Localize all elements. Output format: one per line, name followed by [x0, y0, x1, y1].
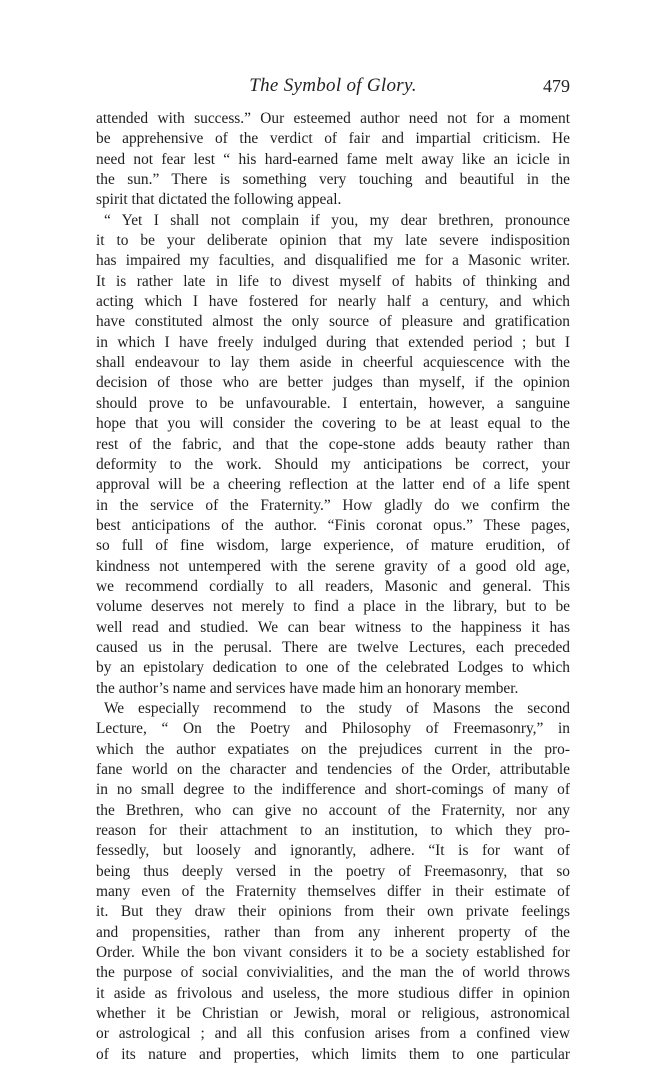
- text-line: shall endeavour to lay them aside in cheerful acquiescence with the: [96, 354, 570, 372]
- page-number: 479: [543, 76, 570, 96]
- text-line: rest of the fabric, and that the cope-stone adds beauty rather than: [96, 435, 570, 453]
- text-line: “ Yet I shall not complain if you, my dear brethren, pronounce: [104, 211, 570, 229]
- text-line: the author’s name and services have made him an honorary member.: [96, 679, 519, 697]
- text-line: need not fear lest “ his hard-earned fame melt away like an icicle in: [96, 150, 570, 168]
- text-line: It is rather late in life to divest myself of habits of thinking and: [96, 272, 570, 290]
- text-line: have constituted almost the only source of pleasure and gratification: [96, 313, 570, 331]
- text-line: the Brethren, who can give no account of the Fraternity, nor any: [96, 801, 570, 819]
- text-line: in which I have freely indulged during that extended period ; but I: [96, 333, 570, 351]
- text-line: many even of the Fraternity themselves differ in their estimate of: [96, 883, 570, 901]
- text-line: fessedly, but loosely and ignorantly, adhere. “It is for want of: [96, 842, 570, 860]
- body-text: [96, 109, 570, 1065]
- text-line: Lecture, “ On the Poetry and Philosophy of Freemasonry,” in: [96, 720, 570, 738]
- text-line: kindness not untempered with the serene gravity of a good old age,: [96, 557, 570, 575]
- text-line: We especially recommend to the study of Masons the second: [104, 699, 570, 717]
- text-line: acting which I have fostered for nearly half a century, and which: [96, 293, 570, 311]
- text-line: or astrological ; and all this confusion arises from a confined view: [96, 1025, 570, 1043]
- text-line: so full of fine wisdom, large experience, of mature erudition, of: [96, 537, 570, 555]
- text-line: of its nature and properties, which limits them to one particular: [96, 1045, 570, 1063]
- text-line: best anticipations of the author. “Finis coronat opus.” These pages,: [96, 516, 570, 534]
- text-line: has impaired my faculties, and disqualified me for a Masonic writer.: [96, 252, 570, 270]
- text-line: reason for their attachment to an institution, to which they pro-: [96, 822, 570, 840]
- text-line: and propensities, rather than from any inherent property of the: [96, 923, 570, 941]
- text-line: hope that you will consider the covering to be at least equal to the: [96, 415, 570, 433]
- text-line: in the service of the Fraternity.” How gladly do we confirm the: [96, 496, 570, 514]
- text-line: deformity to the work. Should my anticipations be correct, your: [96, 455, 570, 473]
- text-line: be apprehensive of the verdict of fair and impartial criticism. He: [96, 130, 570, 148]
- text-line: which the author expatiates on the prejudices current in the pro-: [96, 740, 570, 758]
- text-line: spirit that dictated the following appeal.: [96, 191, 342, 209]
- text-line: the purpose of social convivialities, and the man the of world throws: [96, 964, 570, 982]
- text-line: approval will be a cheering reflection at the latter end of a life spent: [96, 476, 570, 494]
- text-line: being thus deeply versed in the poetry of Freemasonry, that so: [96, 862, 570, 880]
- text-line: fane world on the character and tendencies of the Order, attributable: [96, 761, 570, 778]
- text-line: it. But they draw their opinions from their own private feelings: [96, 903, 570, 921]
- text-line: well read and studied. We can bear witness to the happiness it has: [96, 618, 570, 636]
- text-line: Order. While the bon vivant considers it to be a society established for: [96, 944, 570, 962]
- text-line: whether it be Christian or Jewish, moral or religious, astronomical: [96, 1005, 570, 1023]
- text-line: should prove to be unfavourable. I entertain, however, a sanguine: [96, 394, 570, 412]
- text-line: the sun.” There is something very touching and beautiful in the: [96, 171, 570, 189]
- text-line: volume deserves not merely to find a place in the library, but to be: [96, 598, 570, 616]
- text-line: it to be your deliberate opinion that my late severe indisposition: [96, 232, 570, 250]
- running-title: The Symbol of Glory.: [249, 75, 417, 96]
- text-line: in no small degree to the indifference and short-comings of many of: [96, 781, 570, 799]
- text-line: attended with success.” Our esteemed author need not for a moment: [96, 110, 570, 127]
- text-line: by an epistolary dedication to one of the celebrated Lodges to which: [96, 659, 570, 677]
- text-line: it aside as frivolous and useless, the more studious differ in opinion: [96, 984, 570, 1002]
- text-line: decision of those who are better judges than myself, if the opinion: [96, 374, 570, 392]
- running-head: [96, 75, 570, 101]
- text-line: we recommend cordially to all readers, Masonic and general. This: [96, 577, 570, 595]
- text-line: caused us in the perusal. There are twelve Lectures, each preceded: [96, 638, 570, 656]
